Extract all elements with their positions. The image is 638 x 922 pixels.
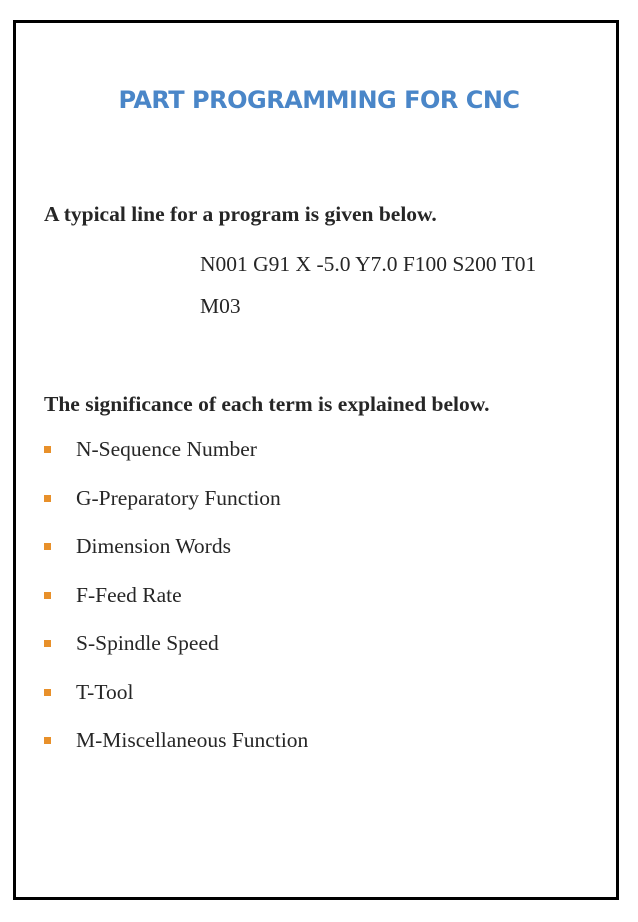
term-label: F-Feed Rate	[76, 582, 182, 607]
square-bullet-icon	[44, 640, 51, 647]
page-title: PART PROGRAMMING FOR CNC	[118, 86, 520, 114]
term-label: Dimension Words	[76, 534, 231, 558]
square-bullet-icon	[44, 737, 51, 744]
program-line-1: N001 G91 X -5.0 Y7.0 F100 S200 T01	[200, 252, 537, 276]
square-bullet-icon	[44, 543, 51, 550]
term-label: G-Preparatory Function	[76, 485, 281, 510]
term-label: T-Tool	[76, 679, 134, 704]
term-label: M-Miscellaneous Function	[76, 728, 309, 752]
square-bullet-icon	[44, 495, 51, 502]
intro-heading: A typical line for a program is given below.	[44, 202, 437, 226]
square-bullet-icon	[44, 689, 51, 696]
program-line-2: M03	[200, 294, 241, 318]
square-bullet-icon	[44, 592, 51, 599]
significance-heading: The significance of each term is explained below.	[44, 392, 490, 416]
term-label: S-Spindle Speed	[76, 631, 219, 655]
square-bullet-icon	[44, 446, 51, 453]
term-label: N-Sequence Number	[76, 437, 257, 461]
